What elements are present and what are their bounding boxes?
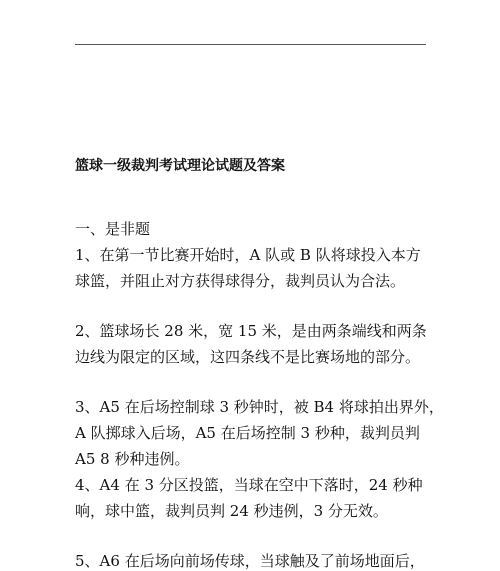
- header-rule: [75, 44, 426, 45]
- document-title: 篮球一级裁判考试理论试题及答案: [75, 158, 285, 174]
- question-line: 1、在第一节比赛开始时，A 队或 B 队将球投入本方: [75, 246, 421, 264]
- question-line: 3、A5 在后场控制球 3 秒钟时，被 B4 将球拍出界外，: [75, 398, 444, 416]
- question-line: 球篮，并阻止对方获得球得分，裁判员认为合法。: [75, 272, 406, 290]
- question-line: 5、A6 在后场向前场传球，当球触及了前场地面后，: [75, 552, 425, 570]
- section-heading: 一、是非题: [75, 220, 151, 238]
- question-line: A 队掷球入后场，A5 在后场控制 3 秒种，裁判员判: [75, 424, 420, 442]
- question-line: 边线为限定的区域，这四条线不是比赛场地的部分。: [75, 348, 421, 366]
- question-line: A5 8 秒种违例。: [75, 450, 190, 468]
- question-line: 4、A4 在 3 分区投篮，当球在空中下落时，24 秒种: [75, 476, 423, 494]
- question-line: 响，球中篮，裁判员判 24 秒违例，3 分无效。: [75, 502, 388, 520]
- question-line: 2、篮球场长 28 米，宽 15 米，是由两条端线和两条: [75, 322, 427, 340]
